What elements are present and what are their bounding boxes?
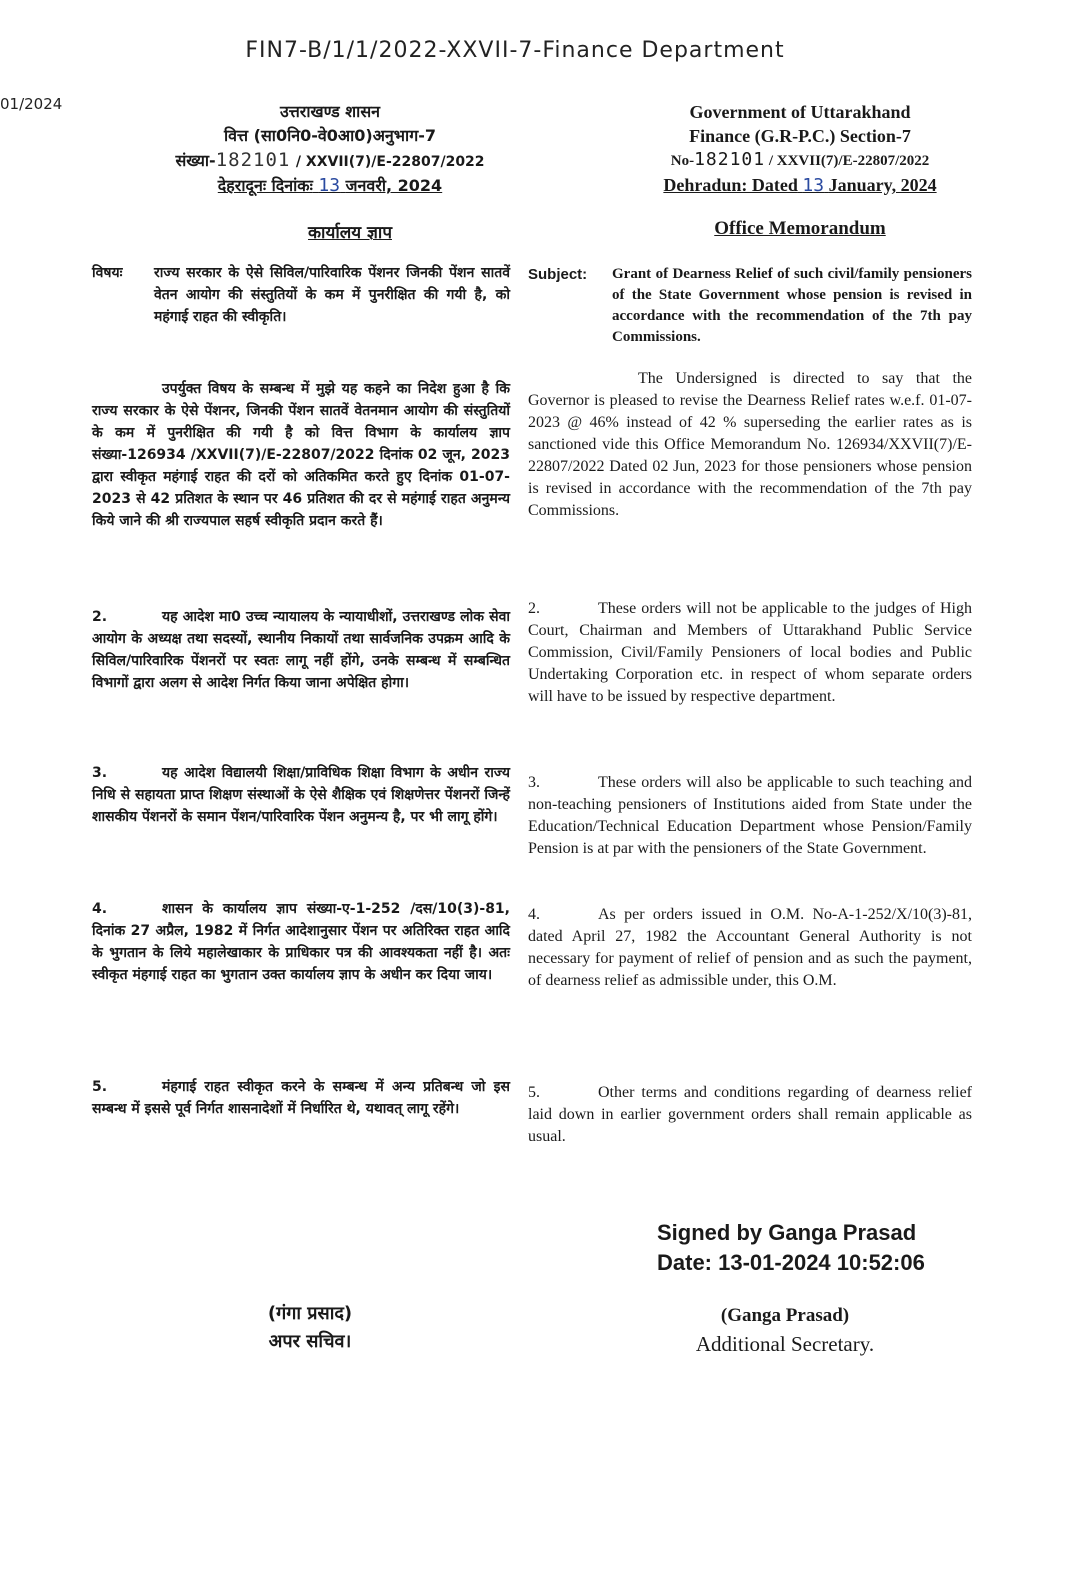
english-govt-name: Government of Uttarakhand: [689, 102, 911, 122]
signature-date: Date: 13-01-2024 10:52:06: [657, 1250, 925, 1275]
hindi-para-1: उपर्युक्त विषय के सम्बन्ध में मुझे यह कहने का निदेश हुआ है कि राज्य सरकार के ऐसे पेंशनर, जिनकी पेंशन सातवें वेतनमान आयोग की संस्तुतियों के कम में पुनरीक्षित की गयी है को वित्त विभाग के कार्यालय ज्ञाप संख्या-126934 /XXVII(7)/E-22807/2022 दिनांक 02 जून, 2023 द्वारा स्वीकृत महंगाई राहत की दरों को अतिकमित करते हुए दिनांक 01-07-2023 से 42 प्रतिशत के स्थान पर 46 प्रतिशत की दर से महंगाई राहत अनुमन्य किये जाने की श्री राज्यपाल सहर्ष स्वीकृति प्रदान करते हैं।: [92, 381, 510, 529]
hindi-date-line: देहरादूनः दिनांकः 13 जनवरी, 2024: [217, 175, 443, 196]
hindi-subject: [92, 262, 510, 328]
hindi-title: कार्यालय ज्ञाप: [308, 223, 392, 243]
english-para-5-number: 5.: [528, 1084, 540, 1101]
english-signatory-designation: Additional Secretary.: [695, 1332, 875, 1356]
english-title: Office Memorandum: [714, 218, 886, 239]
file-reference: FIN7-B/1/1/2022-XXVII-7-Finance Department: [245, 38, 785, 63]
english-order-number: No-182101 / XXVII(7)/E-22807/2022: [670, 149, 930, 170]
english-para-2-number: 2.: [528, 600, 540, 617]
hindi-subject-text: राज्य सरकार के ऐसे सिविल/पारिवारिक पेंशनर जिनकी पेंशन सातवें वेतन आयोग की संस्तुतियों के कम में पुनरीक्षित की गयी है, को महंगाई राहत की स्वीकृति।: [154, 265, 510, 325]
english-signatory: [640, 1302, 930, 1358]
english-para-3: 3. These orders will also be applicable to such teaching and non-teaching pensioners of Institutions aided from State under the Education/Technical Education Department whose Pension/Family Pension is at par with the pensioners of the State Government.: [528, 774, 972, 857]
hindi-signatory: [200, 1300, 420, 1356]
hindi-signatory-name: (गंगा प्रसाद): [267, 1303, 353, 1324]
hindi-para-5-number: 5.: [92, 1079, 108, 1095]
english-para-3-number: 3.: [528, 774, 540, 791]
hindi-header: [100, 100, 560, 198]
english-para-5: 5. Other terms and conditions regarding of dearness relief laid down in earlier government orders shall remain applicable as usual.: [528, 1084, 972, 1145]
hindi-para-3: 3. यह आदेश विद्यालयी शिक्षा/प्राविधिक शिक्षा विभाग के अधीन राज्य निधि से सहायता प्राप्त शिक्षण संस्थाओं के ऐसे शैक्षिक एवं शिक्षणेत्तर पेंशनरों जिन्हें शासकीय पेंशनरों के समान पेंशन/पारिवारिक पेंशन अनुमन्य है, पर भी लागू होंगे।: [92, 762, 510, 828]
hindi-para-2: 2. यह आदेश मा0 उच्च न्यायालय के न्यायाधीशों, उत्तराखण्ड लोक सेवा आयोग के अध्यक्ष तथा सदस्यों, स्थानीय निकायों तथा सार्वजनिक उपक्रम आदि के सिविल/पारिवारिक पेंशनरों पर स्वतः लागू नहीं होंगे, उनके सम्बन्ध में सम्बन्धित विभागों द्वारा अलग से आदेश निर्गत किया जाना अपेक्षित होगा।: [92, 606, 510, 694]
english-subject-text: Grant of Dearness Relief of such civil/family pensioners of the State Government whose pension is revised in accordance with the recommendation of the 7th pay Commissions.: [612, 266, 972, 345]
hindi-govt-name: उत्तराखण्ड शासन: [279, 102, 381, 121]
digital-signature: [657, 1218, 925, 1278]
hindi-subject-label: विषयः: [92, 265, 123, 281]
hindi-section-name: वित्त (सा0नि0-वे0आ0)अनुभाग-7: [224, 126, 436, 145]
english-para-4: 4. As per orders issued in O.M. No-A-1-252/X/10(3)-81, dated April 27, 1982 the Accountant General Authority is not necessary for payment of relief of pension and as such the payment, of dearness relief as admissible under, this O.M.: [528, 906, 972, 989]
hindi-para-3-number: 3.: [92, 765, 108, 781]
hindi-para-5: 5. मंहगाई राहत स्वीकृत करने के सम्बन्ध में अन्य प्रतिबन्ध जो इस सम्बन्ध में इससे पूर्व निर्गत शासनादेशों में निर्धारित थे, यथावत् लागू रहेंगे।: [92, 1076, 510, 1120]
english-date-line: Dehradun: Dated 13 January, 2024: [663, 175, 937, 196]
english-para-4-number: 4.: [528, 906, 540, 923]
english-signatory-name: (Ganga Prasad): [720, 1305, 850, 1326]
hindi-para-2-number: 2.: [92, 609, 108, 625]
english-para-2: 2. These orders will not be applicable to the judges of High Court, Chairman and Members of Uttarakhand Public Service Commission, Civil/Family Pensioners of local bodies and Public Undertaking Corporation etc. in respect of whom separate orders will have to be issued by respective department.: [528, 600, 972, 705]
english-header: [570, 100, 1030, 198]
hindi-order-number: संख्या-182101 / XXVII(7)/E-22807/2022: [175, 149, 485, 171]
english-section-name: Finance (G.R-P.C.) Section-7: [689, 126, 911, 146]
hindi-para-4-number: 4.: [92, 901, 108, 917]
hindi-signatory-designation: अपर सचिव।: [268, 1331, 352, 1352]
english-para-1: The Undersigned is directed to say that the Governor is pleased to revise the Dearness Relief rates w.e.f. 01-07-2023 @ 46% instead of 42 % superseding the earlier rates as is sanctioned vide this Office Memorandum No. 126934/XXVII(7)/E-22807/2022 Dated 02 Jun, 2023 for those pensioners whose pension is revised in accordance with the recommendation of the 7th pay Commissions.: [528, 370, 972, 519]
margin-date: 01/2024: [0, 95, 63, 113]
signed-by-text: Signed by Ganga Prasad: [657, 1220, 917, 1245]
english-subject-label: Subject:: [528, 266, 588, 283]
hindi-para-4: 4. शासन के कार्यालय ज्ञाप संख्या-ए-1-252 /दस/10(3)-81, दिनांक 27 अप्रैल, 1982 में निर्गत आदेशानुसार पेंशन पर अतिरिक्त राहत आदि के भुगतान के लिये महालेखाकार के प्राधिकार पत्र की आवश्यकता नहीं है। अतः स्वीकृत मंहगाई राहत का भुगतान उक्त कार्यालय ज्ञाप के अधीन कर दिया जाय।: [92, 898, 510, 986]
english-subject: [528, 264, 972, 348]
